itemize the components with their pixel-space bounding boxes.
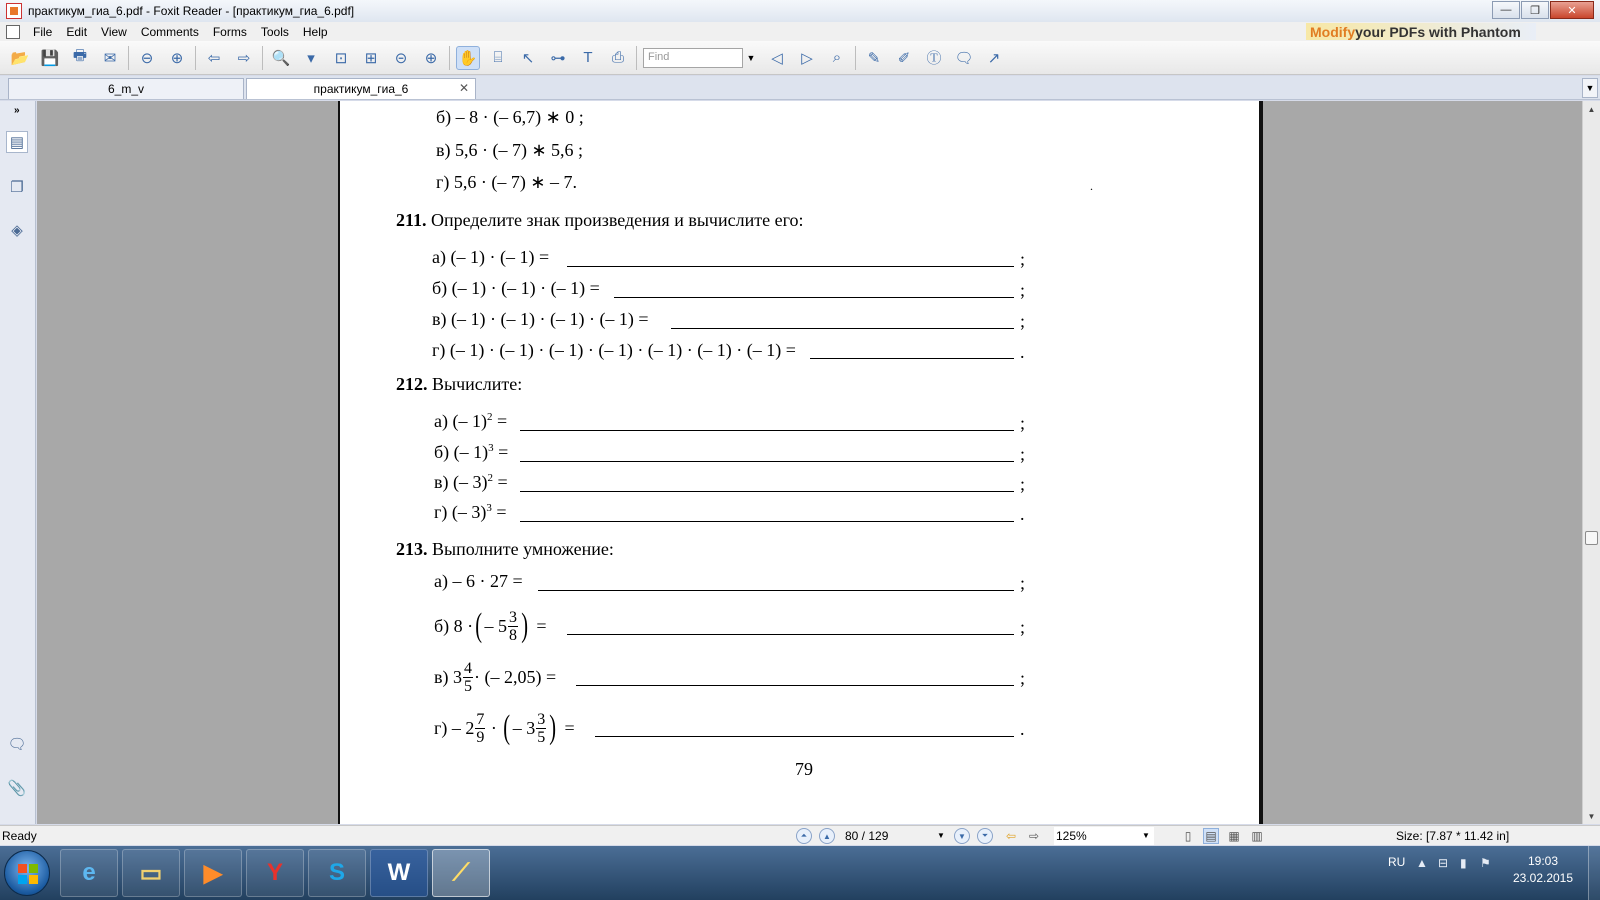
ad-text: your PDFs with Phantom xyxy=(1355,23,1521,40)
document-view[interactable] xyxy=(37,101,1582,824)
show-hidden-icons-icon[interactable]: ▲ xyxy=(1416,856,1428,870)
search-binoculars-icon[interactable]: ⊶ xyxy=(550,49,566,67)
zoom-level-field[interactable]: 125% xyxy=(1054,827,1154,845)
menu-help[interactable]: Help xyxy=(302,24,328,39)
highlight-icon[interactable]: ✐ xyxy=(897,49,911,67)
end-punct: . xyxy=(1020,719,1025,739)
zoom-in-plus-icon[interactable]: ⊕ xyxy=(424,49,438,67)
right-paren: ) xyxy=(521,607,529,644)
skype-icon[interactable]: S xyxy=(308,849,366,897)
end-punct: ; xyxy=(1020,617,1026,637)
numerator: 3 xyxy=(508,608,517,626)
denominator: 8 xyxy=(508,626,517,644)
note-icon[interactable]: 🗨 xyxy=(954,49,974,67)
toolbar-divider xyxy=(128,46,129,70)
document-menu-icon[interactable] xyxy=(6,25,20,39)
equals: = xyxy=(491,502,507,522)
task-213-heading xyxy=(396,539,614,560)
task-212-v-label xyxy=(434,472,508,493)
show-desktop-button[interactable] xyxy=(1588,846,1600,900)
restore-button[interactable]: ❐ xyxy=(1521,1,1549,19)
fit-width-icon[interactable]: ⊞ xyxy=(364,49,378,67)
save-icon[interactable]: 💾 xyxy=(40,49,60,67)
end-punct: . xyxy=(1020,342,1025,362)
prev-line-g: г) 5,6 · (– 7) ∗ – 7. xyxy=(436,172,577,192)
zoom-in-icon[interactable]: 🔍 xyxy=(271,49,291,67)
answer-line xyxy=(810,358,1014,359)
windows-logo-icon xyxy=(18,864,38,884)
answer-line xyxy=(520,521,1014,522)
base: в) (– 3) xyxy=(434,472,488,492)
toolbar-divider xyxy=(195,46,196,70)
tab-label: практикум_гиа_6 xyxy=(313,82,409,96)
signal-icon[interactable]: ▮ xyxy=(1460,856,1467,870)
forward-view-icon[interactable]: ⇨ xyxy=(1028,829,1040,843)
tab-praktikum-gia-6[interactable] xyxy=(246,78,476,99)
toolbar-divider xyxy=(262,46,263,70)
base: а) (– 1) xyxy=(434,411,487,431)
page-number: 79 xyxy=(795,759,813,779)
end-punct: ; xyxy=(1020,311,1026,331)
denominator: 9 xyxy=(476,728,485,746)
print-icon[interactable]: 🖶 xyxy=(72,47,88,64)
right-paren: ) xyxy=(549,709,557,746)
end-punct: . xyxy=(1020,504,1025,524)
task-211-heading xyxy=(396,210,804,231)
answer-line xyxy=(576,685,1014,686)
denominator: 5 xyxy=(537,728,546,746)
text-box-icon[interactable]: Ⓣ xyxy=(926,50,942,67)
menu-comments[interactable]: Comments xyxy=(140,24,199,39)
page-dropdown-icon[interactable]: ▼ xyxy=(937,831,945,840)
foxit-reader-taskbar-icon[interactable]: ⟋ xyxy=(432,849,490,897)
menu-bar xyxy=(0,22,1600,41)
continuous-icon[interactable]: ▤ xyxy=(1203,828,1219,844)
clock-time: 19:03 xyxy=(1527,854,1559,868)
prev-line-b: б) – 8 · (– 6,7) ∗ 0 ; xyxy=(436,107,584,127)
mixed-whole: – 5 xyxy=(484,615,507,636)
email-icon[interactable]: ✉ xyxy=(103,49,117,67)
back-view-icon[interactable]: ⇦ xyxy=(1005,829,1017,843)
equals: = xyxy=(492,472,508,492)
vertical-scrollbar[interactable] xyxy=(1582,101,1600,824)
multiply-sign: · xyxy=(486,717,502,738)
task-212-b-label xyxy=(434,442,508,463)
toolbar-divider xyxy=(855,46,856,70)
task-211-a-label: а) (– 1) · (– 1) = xyxy=(432,247,550,267)
fraction xyxy=(508,609,518,644)
expr-prefix: в) 3 xyxy=(434,666,462,687)
select-annotation-icon[interactable]: ↖ xyxy=(521,49,535,67)
bookmarks-icon[interactable]: ▤ xyxy=(6,131,28,153)
word-icon[interactable]: W xyxy=(370,849,428,897)
answer-line xyxy=(567,266,1014,267)
arrow-tool-icon[interactable]: ↗ xyxy=(987,49,1001,67)
exponent: 2 xyxy=(486,411,493,423)
pdf-page xyxy=(338,101,1263,824)
expr-prefix: б) 8 · xyxy=(434,615,474,636)
prev-page-icon[interactable]: ▲ xyxy=(819,828,835,844)
answer-line xyxy=(614,297,1014,298)
task-213-a-label: а) – 6 · 27 = xyxy=(434,571,523,591)
clock[interactable] xyxy=(1508,853,1578,887)
expand-panel-icon[interactable]: » xyxy=(14,105,20,116)
yandex-browser-icon[interactable]: Y xyxy=(246,849,304,897)
equals: = xyxy=(492,411,508,431)
close-button[interactable]: ✕ xyxy=(1550,1,1594,19)
end-punct: ; xyxy=(1020,249,1026,269)
title-bar xyxy=(0,0,1600,22)
task-text: Выполните умножение: xyxy=(432,539,614,559)
attachments-icon[interactable]: 📎 xyxy=(7,780,27,797)
find-input[interactable]: Find xyxy=(643,48,743,68)
answer-line xyxy=(595,736,1014,737)
answer-line xyxy=(567,634,1014,635)
ad-brand-text: Modify xyxy=(1310,23,1356,40)
zoom-dropdown-icon[interactable]: ▾ xyxy=(307,49,315,67)
comments-panel-icon[interactable]: 🗨 xyxy=(7,736,27,753)
snapshot-icon[interactable]: ⎙ xyxy=(611,49,624,66)
find-next-icon[interactable]: ▷ xyxy=(801,49,813,67)
window-title: практикум_гиа_6.pdf - Foxit Reader - [практикум_гиа_6.pdf] xyxy=(28,4,355,18)
scroll-thumb[interactable] xyxy=(1585,531,1598,545)
exponent: 3 xyxy=(488,442,494,454)
find-previous-icon[interactable]: ◁ xyxy=(771,49,783,67)
zoom-dropdown-icon[interactable]: ▼ xyxy=(1142,831,1150,840)
answer-line xyxy=(538,590,1014,591)
scroll-up-icon[interactable]: ▲ xyxy=(1587,104,1596,114)
minimize-button[interactable]: — xyxy=(1492,1,1520,19)
open-icon[interactable]: 📂 xyxy=(10,49,30,67)
task-211-b-label: б) (– 1) · (– 1) · (– 1) = xyxy=(432,278,600,298)
task-213-g-expression xyxy=(434,703,575,753)
language-indicator[interactable]: RU xyxy=(1388,855,1406,869)
select-text-icon[interactable]: ⌸ xyxy=(493,49,503,66)
pages-icon[interactable]: ❐ xyxy=(10,179,24,196)
tab-list-dropdown-icon[interactable]: ▼ xyxy=(1582,78,1598,98)
numerator: 3 xyxy=(537,710,546,728)
navigation-panel xyxy=(0,101,36,824)
task-213-v-expression xyxy=(434,654,556,700)
numerator: 4 xyxy=(464,659,472,677)
task-number: 213. xyxy=(396,539,428,559)
menu-edit[interactable]: Edit xyxy=(66,24,88,39)
close-tab-icon[interactable]: ✕ xyxy=(458,81,469,95)
equals: = xyxy=(493,442,509,462)
fraction xyxy=(475,711,485,746)
file-explorer-icon[interactable]: ▭ xyxy=(122,849,180,897)
menu-view[interactable]: View xyxy=(101,24,127,39)
forward-arrow-icon[interactable]: ⇨ xyxy=(237,49,251,67)
task-text: Вычислите: xyxy=(432,374,523,394)
equals: = xyxy=(564,717,575,738)
denominator: 5 xyxy=(464,677,472,695)
media-player-icon[interactable]: ▶ xyxy=(184,849,242,897)
page-number-field[interactable]: 80 / 129 xyxy=(845,829,889,843)
scroll-down-icon[interactable]: ▼ xyxy=(1587,811,1596,821)
answer-line xyxy=(520,491,1014,492)
tab-6-m-v[interactable] xyxy=(8,78,244,99)
fraction xyxy=(463,660,473,695)
start-button[interactable] xyxy=(4,850,50,896)
answer-line xyxy=(520,461,1014,462)
left-paren: ( xyxy=(475,607,483,644)
prev-line-v: в) 5,6 · (– 7) ∗ 5,6 ; xyxy=(436,140,584,160)
previous-page-icon[interactable]: ⊖ xyxy=(140,49,154,67)
stray-dot: . xyxy=(1090,179,1093,193)
left-paren: ( xyxy=(503,709,511,746)
end-punct: ; xyxy=(1020,280,1026,300)
first-page-icon[interactable]: ⏶ xyxy=(796,828,812,844)
mixed-whole: – 3 xyxy=(512,717,536,738)
hand-tool-icon[interactable]: ✋ xyxy=(456,46,480,70)
exponent: 3 xyxy=(486,502,492,514)
toolbar-divider xyxy=(449,46,450,70)
end-punct: ; xyxy=(1020,444,1026,464)
equals: = xyxy=(536,615,547,636)
menu-forms[interactable]: Forms xyxy=(212,24,247,39)
main-toolbar xyxy=(0,41,1600,75)
status-text: Ready xyxy=(2,829,37,843)
task-number: 212. xyxy=(396,374,428,394)
internet-explorer-icon[interactable]: e xyxy=(60,849,118,897)
task-213-b-expression xyxy=(434,601,546,651)
document-tab-bar xyxy=(0,76,1600,100)
status-bar xyxy=(0,825,1600,845)
base: г) (– 3) xyxy=(434,502,487,522)
continuous-facing-icon[interactable]: ▥ xyxy=(1251,829,1263,843)
action-center-flag-icon[interactable]: ⚑ xyxy=(1480,856,1491,870)
back-arrow-icon[interactable]: ⇦ xyxy=(207,49,221,67)
sign-icon[interactable]: ✎ xyxy=(867,49,881,67)
end-punct: ; xyxy=(1020,413,1026,433)
task-211-g-label: г) (– 1) · (– 1) · (– 1) · (– 1) · (– 1) · (– 1) · (– 1) = xyxy=(432,340,796,360)
task-number: 211. xyxy=(396,210,427,230)
advanced-search-icon[interactable]: ⌕ xyxy=(832,49,842,66)
windows-taskbar xyxy=(0,846,1600,900)
task-212-heading xyxy=(396,374,522,395)
numerator: 7 xyxy=(476,710,485,728)
task-212-a-label xyxy=(434,411,507,432)
menu-file[interactable]: File xyxy=(33,24,53,39)
menu-tools[interactable]: Tools xyxy=(260,24,289,39)
layers-icon[interactable]: ◈ xyxy=(11,222,23,239)
typewriter-icon[interactable]: T xyxy=(583,49,593,66)
fit-page-icon[interactable]: ⊡ xyxy=(334,49,348,67)
task-212-g-label xyxy=(434,502,507,523)
page-size-text: Size: [7.87 * 11.42 in] xyxy=(1396,829,1510,843)
clock-date: 23.02.2015 xyxy=(1512,871,1574,885)
fraction xyxy=(536,711,546,746)
next-page-icon[interactable]: ⊕ xyxy=(170,49,184,67)
zoom-out-icon[interactable]: ⊝ xyxy=(394,49,408,67)
end-punct: ; xyxy=(1020,474,1026,494)
answer-line xyxy=(671,328,1014,329)
base: б) (– 1) xyxy=(434,442,489,462)
expr-prefix: г) – 2 xyxy=(434,717,475,738)
find-dropdown-icon[interactable]: ▼ xyxy=(746,52,756,63)
task-text: Определите знак произведения и вычислите его: xyxy=(431,210,804,230)
toolbar-divider xyxy=(636,46,637,70)
foxit-app-icon[interactable] xyxy=(6,3,22,19)
facing-icon[interactable]: ▦ xyxy=(1228,829,1240,843)
tab-label: 6_m_v xyxy=(107,82,145,96)
network-icon[interactable]: ⊟ xyxy=(1438,856,1449,870)
next-page-status-icon[interactable]: ▼ xyxy=(954,828,970,844)
end-punct: ; xyxy=(1020,668,1026,688)
expr-suffix: · (– 2,05) = xyxy=(474,666,557,687)
single-page-icon[interactable]: ▯ xyxy=(1184,829,1192,843)
exponent: 2 xyxy=(487,472,493,484)
end-punct: ; xyxy=(1020,573,1026,593)
last-page-icon[interactable]: ⏷ xyxy=(977,828,993,844)
answer-line xyxy=(520,430,1014,431)
window-controls xyxy=(1492,1,1594,19)
phantom-ad-banner[interactable] xyxy=(1306,23,1536,40)
task-211-v-label: в) (– 1) · (– 1) · (– 1) · (– 1) = xyxy=(432,309,649,329)
